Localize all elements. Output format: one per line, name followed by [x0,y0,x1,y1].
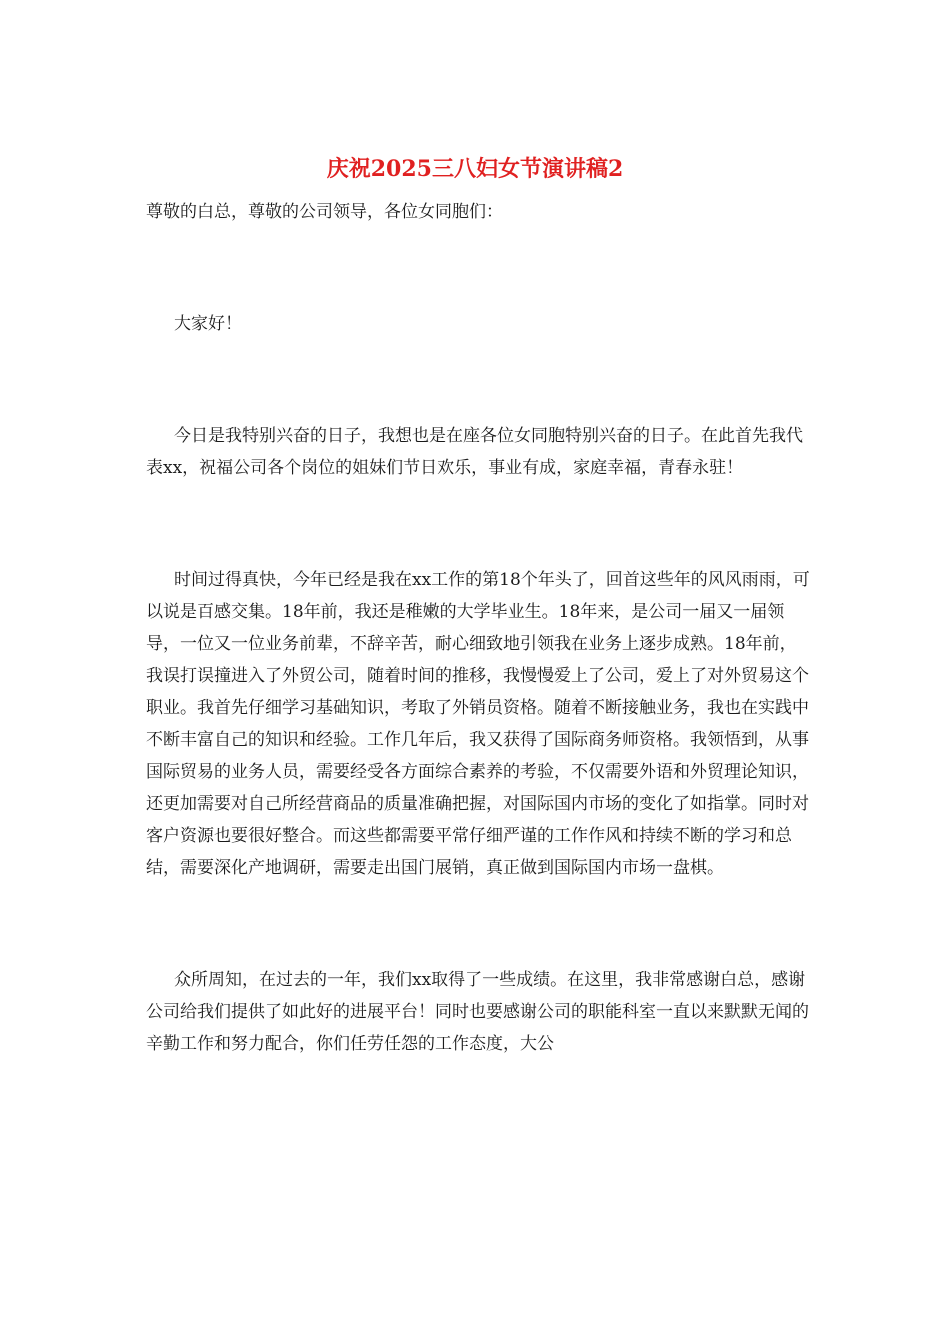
document-title: 庆祝2025三八妇女节演讲稿2 [326,156,624,182]
document-body [146,196,810,1060]
paragraph-1: 今日是我特别兴奋的日子，我想也是在座各位女同胞特别兴奋的日子。在此首先我代表xx，祝福公司各个岗位的姐妹们节日欢乐，事业有成，家庭幸福，青春永驻！ [146,426,803,478]
paragraph-2: 时间过得真快，今年已经是我在xx工作的第18个年头了，回首这些年的风风雨雨，可以说是百感交集。18年前，我还是稚嫩的大学毕业生。18年来，是公司一届又一届领导，一位又一位业务前辈，不辞辛苦，耐心细致地引领我在业务上逐步成熟。18年前，我误打误撞进入了外贸公司，随着时间的推移，我慢慢爱上了公司，爱上了对外贸易这个职业。我首先仔细学习基础知识，考取了外销员资格。随着不断接触业务，我也在实践中不断丰富自己的知识和经验。工作几年后，我又获得了国际商务师资格。我领悟到，从事国际贸易的业务人员，需要经受各方面综合素养的考验，不仅需要外语和外贸理论知识，还更加需要对自己所经营商品的质量准确把握，对国际国内市场的变化了如指掌。同时对客户资源也要很好整合。而这些都需要平常仔细严谨的工作作风和持续不断的学习和总结，需要深化产地调研，需要走出国门展销，真正做到国际国内市场一盘棋。 [146,570,810,878]
greeting-paragraph: 大家好！ [174,314,242,334]
paragraph-3: 众所周知，在过去的一年，我们xx取得了一些成绩。在这里，我非常感谢白总，感谢公司给我们提供了如此好的进展平台！同时也要感谢公司的职能科室一直以来默默无闻的辛勤工作和努力配合，你们任劳任怨的工作态度，大公 [146,970,809,1054]
salutation: 尊敬的白总，尊敬的公司领导，各位女同胞们： [146,202,503,222]
